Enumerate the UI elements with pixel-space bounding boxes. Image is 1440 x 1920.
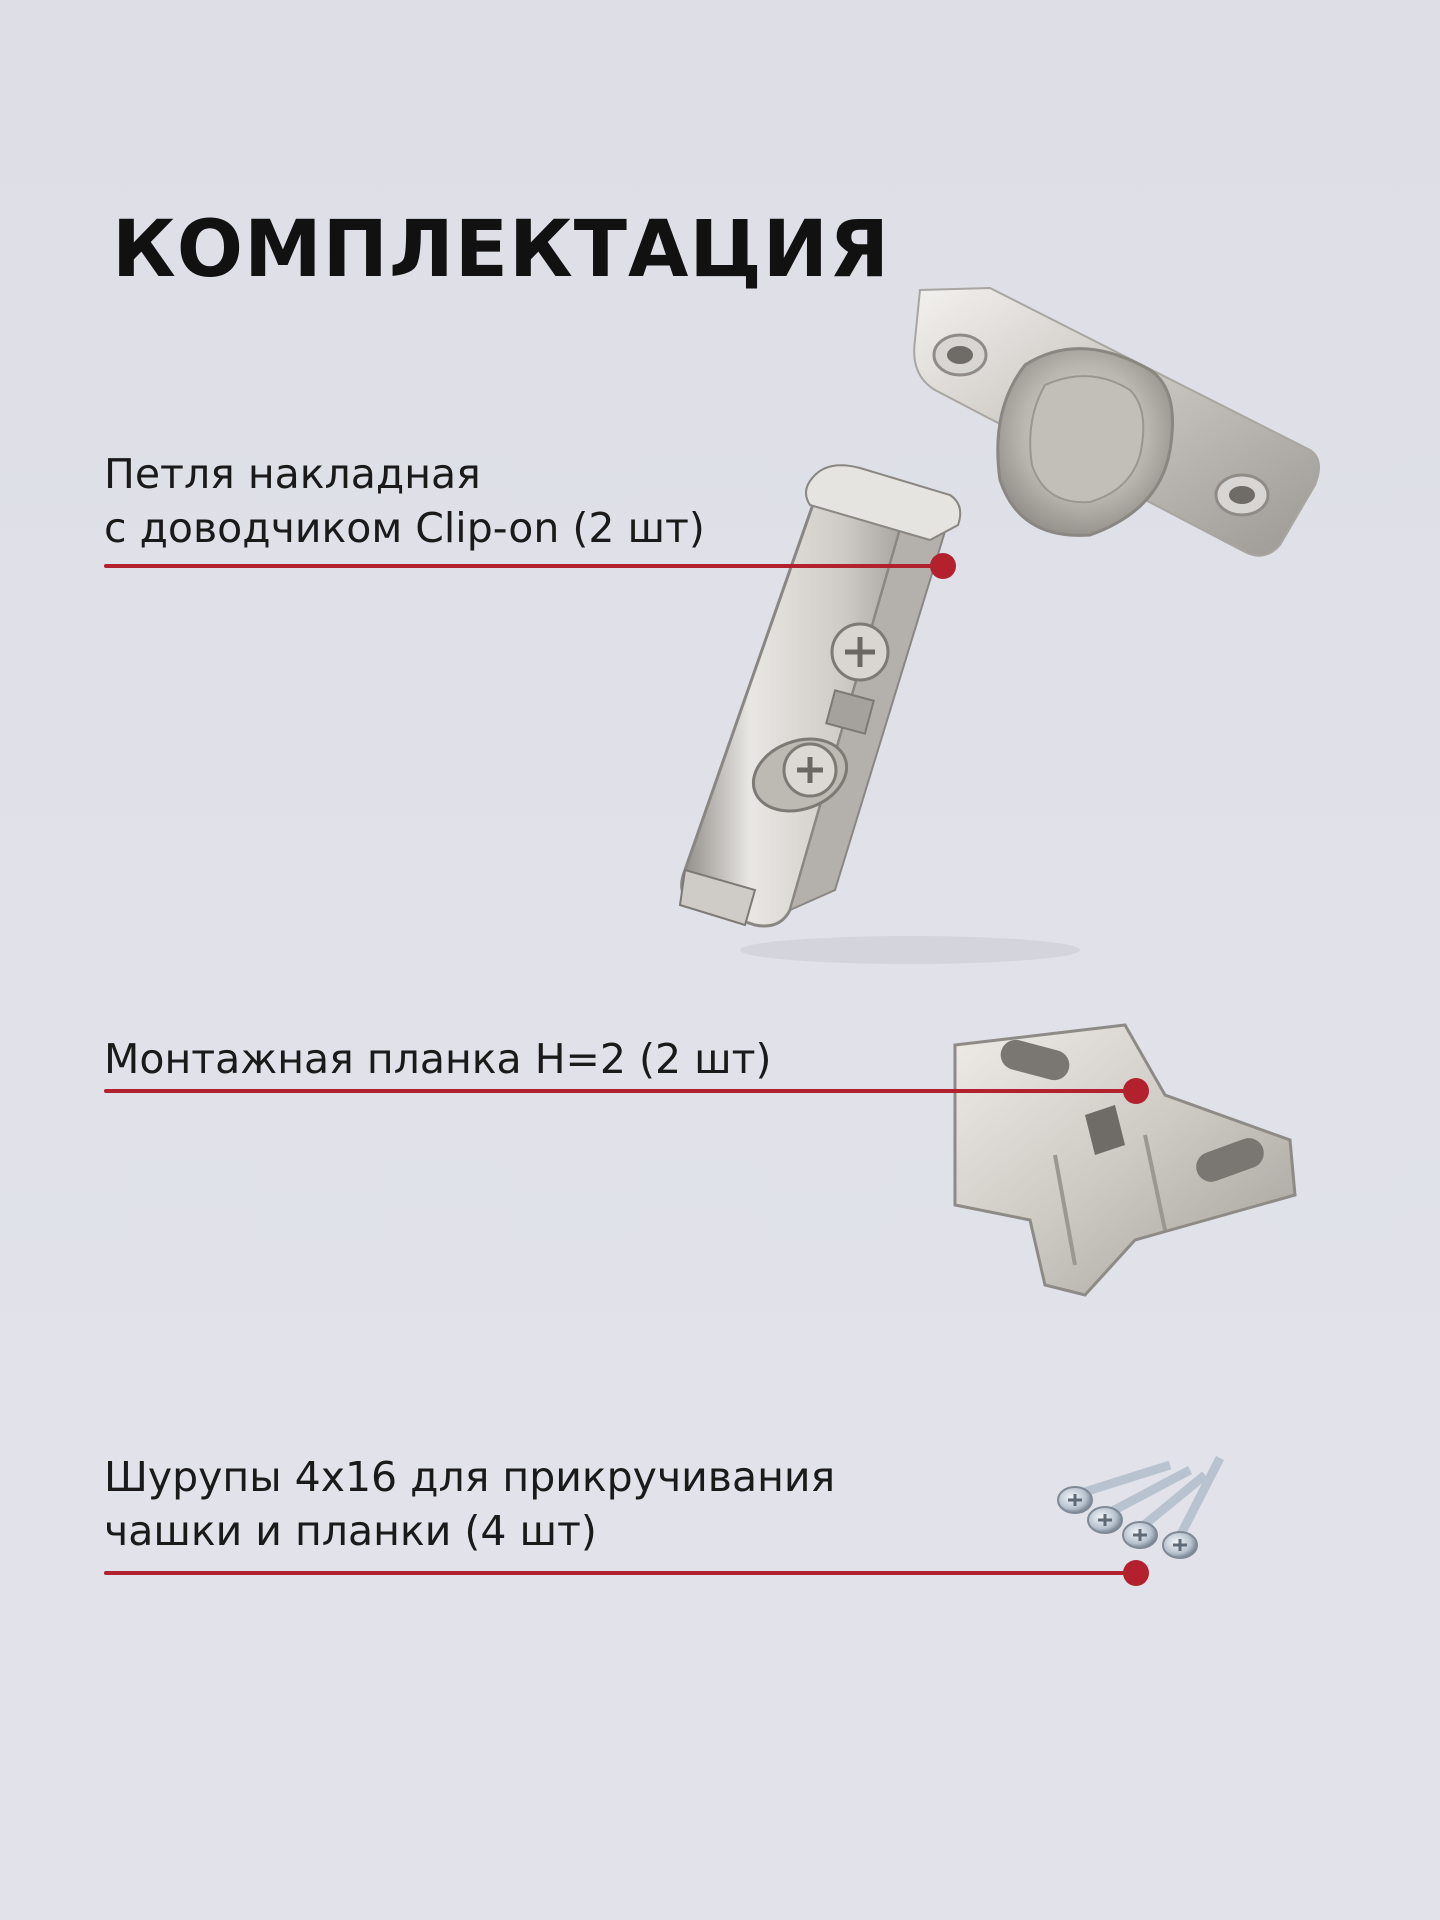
screws-label-line-1: Шурупы 4х16 для прикручивания — [104, 1453, 836, 1501]
screws-image — [1050, 1450, 1230, 1570]
mounting-plate-label — [104, 1032, 772, 1086]
hinge-label-line-1: Петля накладная — [104, 450, 481, 498]
mounting-plate-leader-line — [104, 1089, 1144, 1093]
screws-label-line-2: чашки и планки (4 шт) — [104, 1507, 597, 1555]
mounting-plate-label-line-1: Монтажная планка H=2 (2 шт) — [104, 1035, 772, 1083]
screws-leader-line — [104, 1571, 1144, 1575]
hinge-label — [104, 447, 705, 555]
screws-label — [104, 1450, 835, 1558]
hinge-leader-line — [104, 564, 944, 568]
hinge-leader-dot — [930, 553, 956, 579]
hinge-image — [660, 270, 1340, 970]
hinge-label-line-2: с доводчиком Clip-on (2 шт) — [104, 504, 705, 552]
mounting-plate-image — [935, 1005, 1315, 1305]
page-title: КОМПЛЕКТАЦИЯ — [112, 205, 891, 295]
mounting-plate-leader-dot — [1123, 1078, 1149, 1104]
screws-leader-dot — [1123, 1560, 1149, 1586]
